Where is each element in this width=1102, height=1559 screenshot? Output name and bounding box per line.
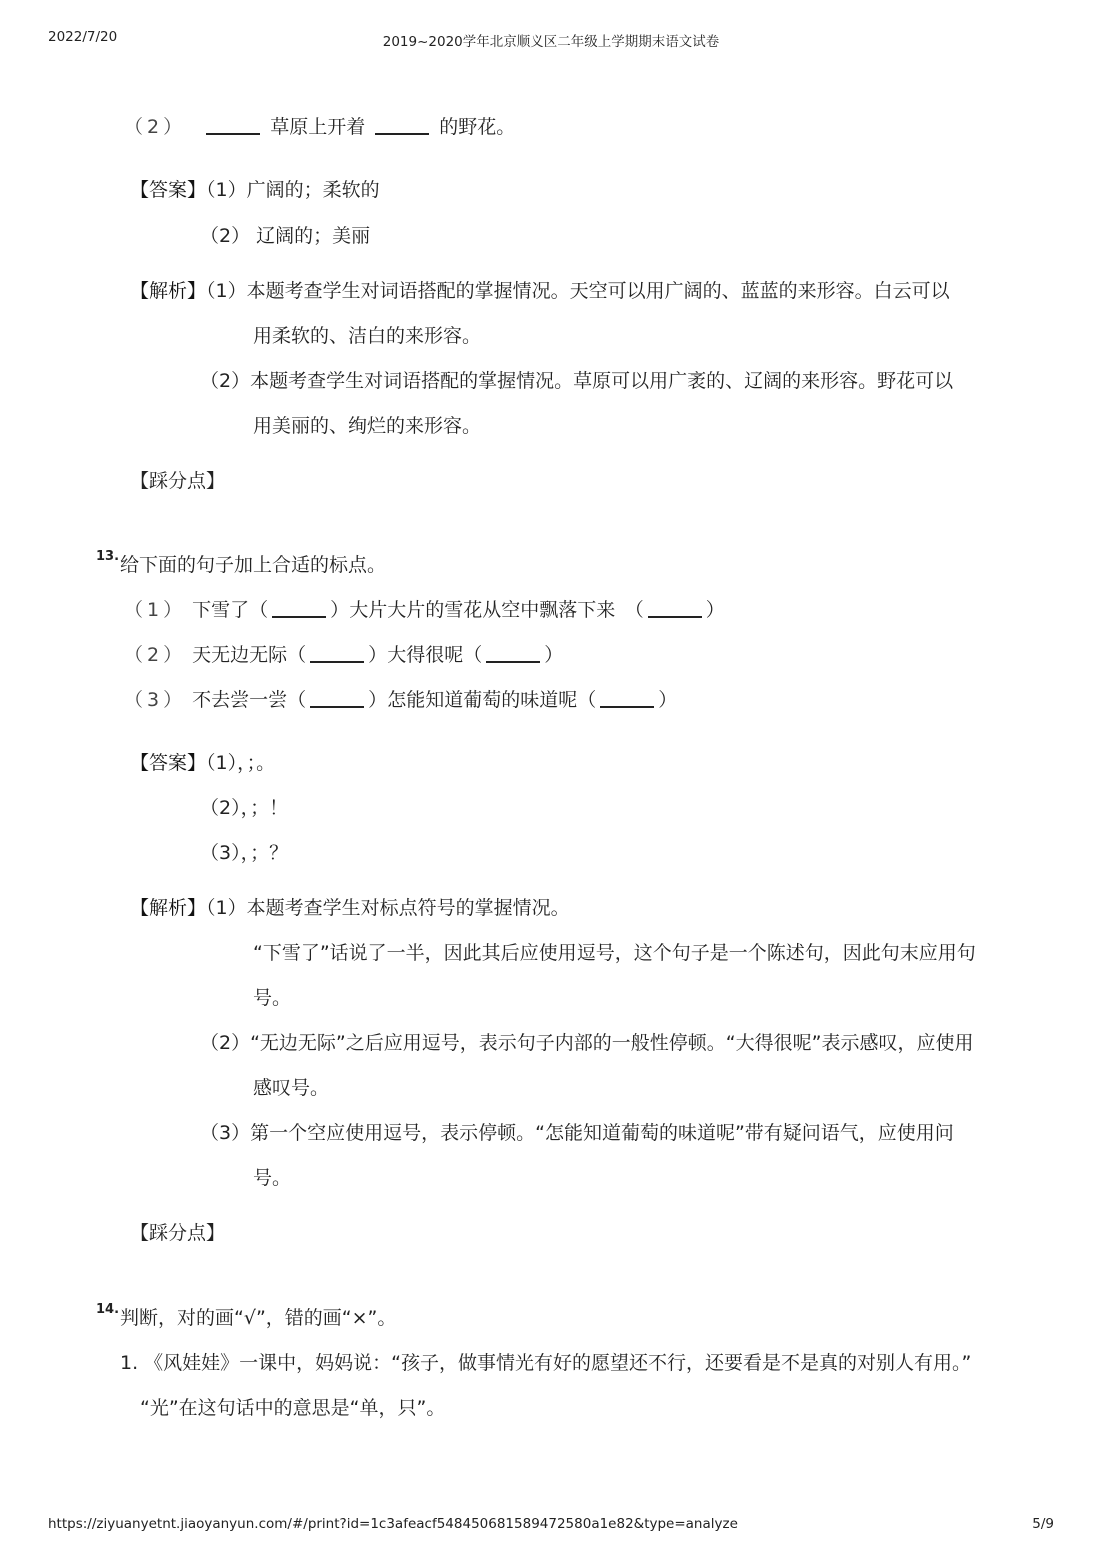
- analysis-text: 本题考查学生对词语搭配的掌握情况。天空可以用广阔的、蓝蓝的来形容。白云可以: [246, 280, 950, 302]
- analysis-number: （2）: [200, 370, 251, 392]
- analysis-text: 第一个空应使用逗号，表示停顿。“怎能知道葡萄的味道呢”带有疑问语气，应使用问: [250, 1122, 954, 1144]
- analysis-tag: 【解析】: [130, 280, 207, 302]
- item-number: （1）: [124, 599, 187, 621]
- answer-blank: [310, 643, 364, 663]
- item-number: （2）: [124, 644, 187, 666]
- analysis-tag: 【解析】: [130, 897, 207, 919]
- item-text: 大得很呢: [387, 644, 464, 666]
- item-text: 怎能知道葡萄的味道呢: [387, 689, 578, 711]
- q12-answer-1: [130, 177, 380, 203]
- answer-blank: [310, 688, 364, 708]
- item-text: 下雪了: [192, 599, 250, 621]
- item-number: （3）: [124, 689, 187, 711]
- answer-blank: [648, 598, 702, 618]
- analysis-text: 本题考查学生对词语搭配的掌握情况。草原可以用广袤的、辽阔的来形容。野花可以: [250, 370, 954, 392]
- document-title: 2019~2020学年北京顺义区二年级上学期期末语文试卷: [382, 34, 720, 50]
- item-text: 不去尝一尝: [192, 689, 288, 711]
- answer-blank: [375, 115, 429, 135]
- item-text: 天无边无际: [192, 644, 288, 666]
- q12-analysis-1: [130, 278, 950, 304]
- q13-analysis-3-cont: 号。: [253, 1167, 292, 1189]
- q12-analysis-2-cont: 用美丽的、绚烂的来形容。: [253, 415, 482, 437]
- analysis-number: （3）: [200, 1122, 251, 1144]
- analysis-number: （2）: [200, 1032, 251, 1054]
- answer-tag: 【答案】: [130, 179, 207, 201]
- q13-analysis-3: [200, 1120, 954, 1146]
- analysis-number: （1）: [206, 280, 247, 302]
- answer-blank: [600, 688, 654, 708]
- item-text: 大片大片的雪花从空中飘落下来: [349, 599, 616, 621]
- question-number: 14.: [96, 1302, 120, 1317]
- q14-item-1-cont: “光”在这句话中的意思是“单，只”。: [140, 1397, 446, 1419]
- answer-text: （1）广阔的；柔软的: [206, 179, 380, 201]
- page-number: 5/9: [1032, 1516, 1054, 1532]
- q13-answer-2: （2），；！: [200, 797, 289, 819]
- item-text: 草原上开着: [270, 116, 366, 138]
- question-number: 13.: [96, 549, 120, 564]
- q13-item-3: （3） 不去尝一尝（ ）怎能知道葡萄的味道呢（ ）: [124, 689, 678, 711]
- print-date: 2022/7/20: [48, 29, 118, 45]
- answer-text: （1），；。: [206, 752, 276, 774]
- item-text: 的野花。: [439, 116, 516, 138]
- question-stem: 给下面的句子加上合适的标点。: [120, 554, 387, 576]
- q12-answer-2: （2） 辽阔的；美丽: [200, 225, 371, 247]
- q13-scoring-points: 【踩分点】: [130, 1222, 226, 1244]
- q13-analysis-2-cont: 感叹号。: [253, 1077, 330, 1099]
- q13-answer-1: [130, 750, 275, 776]
- q13-item-2: （2） 天无边无际（ ）大得很呢（ ）: [124, 644, 564, 666]
- q14-item-1: 1. 《风娃娃》一课中，妈妈说：“孩子，做事情光有好的愿望还不行，还要看是不是真的对别人有用。”: [120, 1352, 972, 1374]
- q13-analysis-1-cont: “下雪了”话说了一半，因此其后应使用逗号，这个句子是一个陈述句，因此句末应用句: [253, 942, 976, 964]
- answer-blank: [206, 115, 260, 135]
- item-number: （2）: [124, 116, 187, 138]
- page-url: https://ziyuanyetnt.jiaoyanyun.com/#/print?id=1c3afeacf548450681589472580a1e82&type=analyze: [48, 1516, 738, 1532]
- analysis-text: “无边无际”之后应用逗号，表示句子内部的一般性停顿。“大得很呢”表示感叹，应使用: [250, 1032, 974, 1054]
- q13-analysis-1: [130, 895, 570, 921]
- answer-blank: [486, 643, 540, 663]
- q13-analysis-2: [200, 1030, 973, 1056]
- q13-analysis-1-cont2: 号。: [253, 987, 292, 1009]
- q13-answer-3: （3），；？: [200, 842, 289, 864]
- answer-tag: 【答案】: [130, 752, 207, 774]
- q12-item-2: [124, 114, 515, 140]
- q12-analysis-1-cont: 用柔软的、洁白的来形容。: [253, 325, 482, 347]
- q12-analysis-2: [200, 368, 953, 394]
- analysis-text: 本题考查学生对标点符号的掌握情况。: [246, 897, 570, 919]
- question-stem: 判断，对的画“√”，错的画“×”。: [120, 1307, 397, 1329]
- q12-scoring-points: 【踩分点】: [130, 470, 226, 492]
- q13-item-1: （1） 下雪了（ ）大片大片的雪花从空中飘落下来 （ ）: [124, 599, 725, 621]
- analysis-number: （1）: [206, 897, 247, 919]
- answer-blank: [272, 598, 326, 618]
